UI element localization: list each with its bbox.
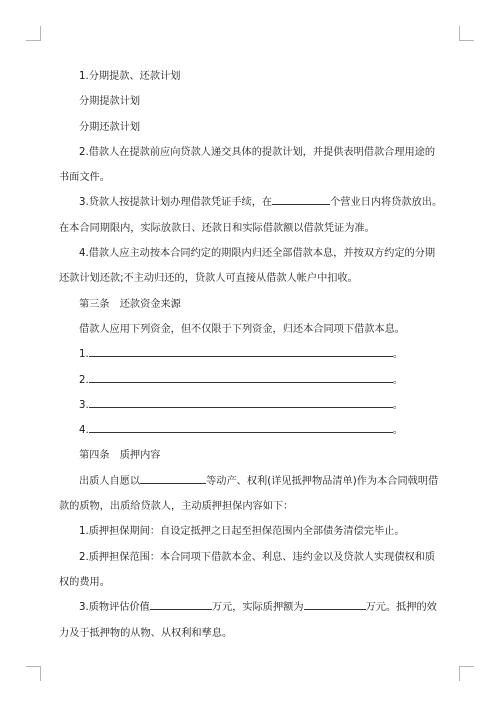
fill-line-number: 3.	[79, 399, 89, 411]
crop-mark-top-right	[459, 26, 474, 41]
crop-mark-top-left	[26, 26, 41, 41]
blank-funds-4	[89, 431, 393, 433]
value-text-a: 3.质物评估价值	[79, 602, 150, 614]
blank-pledge-items	[140, 482, 206, 484]
line-pledge-effect: 力及于抵押物的从物、从权利和孳息。	[59, 627, 233, 639]
fill-line-2	[59, 368, 443, 393]
heading-article-4: 第四条 质押内容	[79, 450, 161, 462]
line-pledge-value	[59, 595, 443, 620]
value-text-c: 万元。抵押的效	[365, 602, 437, 614]
fill-line-period: 。	[392, 349, 403, 361]
line-installment-plan: 1.分期提款、还款计划	[79, 71, 181, 82]
fill-line-period: 。	[392, 399, 403, 411]
blank-pledge-amount	[304, 608, 366, 610]
line-clause-3	[59, 190, 443, 215]
value-text-b: 万元，实际质押额为	[211, 602, 304, 614]
pledge-text-b: 等动产、权利(详见抵押物品清单)作为本合同戟明借	[206, 475, 439, 487]
fill-line-number: 1.	[79, 349, 89, 361]
fill-line-1	[59, 342, 443, 367]
blank-assessed-value	[150, 608, 212, 610]
clause-3-text-b: 个营业日内将贷款放出。	[330, 197, 443, 209]
line-pledge-period: 1.质押担保期间：自设定抵押之日起至担保范围内全部债务清偿完毕止。	[79, 526, 405, 538]
pledge-text-a: 出质人自愿以	[79, 475, 141, 487]
line-drawdown-plan: 分期提款计划	[79, 96, 141, 108]
crop-mark-bottom-right	[459, 666, 474, 681]
line-pledge-2: 款的质物，出质给贷款人，主动质押担保内容如下：	[59, 501, 294, 513]
line-pledge-1	[59, 469, 443, 494]
blank-business-days	[272, 203, 330, 205]
line-clause-2-1: 2.借款人在提款前应向贷款人递交具体的提款计划，并提供表明借款合理用途的	[79, 146, 436, 158]
line-pledge-scope-1: 2.质押担保范围：本合同项下借款本金、利息、违约金以及贷款人实现债权和质	[79, 551, 436, 563]
heading-article-3: 第三条 还款资金来源	[79, 298, 181, 310]
line-clause-4-1: 4.借款人应主动按本合同约定的期限内归还全部借款本息，并按双方约定的分期	[79, 248, 436, 260]
fill-line-number: 4.	[79, 425, 89, 437]
line-clause-4-2: 还款计划还款;不主动归还的，贷款人可直接从借款人帐户中扣收。	[59, 273, 358, 285]
line-clause-2-2: 书面文件。	[59, 172, 110, 184]
line-clause-3-2: 在本合同期限内，实际放款日、还款日和实际借款额以借款凭证为准。	[59, 222, 375, 234]
clause-3-text-a: 3.贷款人按提款计划办理借款凭证手续，在	[79, 197, 273, 209]
blank-funds-2	[89, 381, 393, 383]
line-repayment-plan: 分期还款计划	[79, 121, 141, 133]
fill-line-3	[59, 393, 443, 418]
crop-mark-bottom-left	[26, 666, 41, 681]
fill-line-period: 。	[392, 425, 403, 437]
fill-line-period: 。	[392, 374, 403, 386]
line-funds-source: 借款人应用下列资金，但不仅限于下列资金，归还本合同项下借款本息。	[79, 323, 405, 335]
line-pledge-scope-2: 权的费用。	[59, 576, 110, 588]
document-body	[59, 64, 443, 646]
blank-funds-1	[89, 355, 393, 357]
fill-line-number: 2.	[79, 374, 89, 386]
fill-line-4	[59, 418, 443, 443]
blank-funds-3	[89, 406, 393, 408]
